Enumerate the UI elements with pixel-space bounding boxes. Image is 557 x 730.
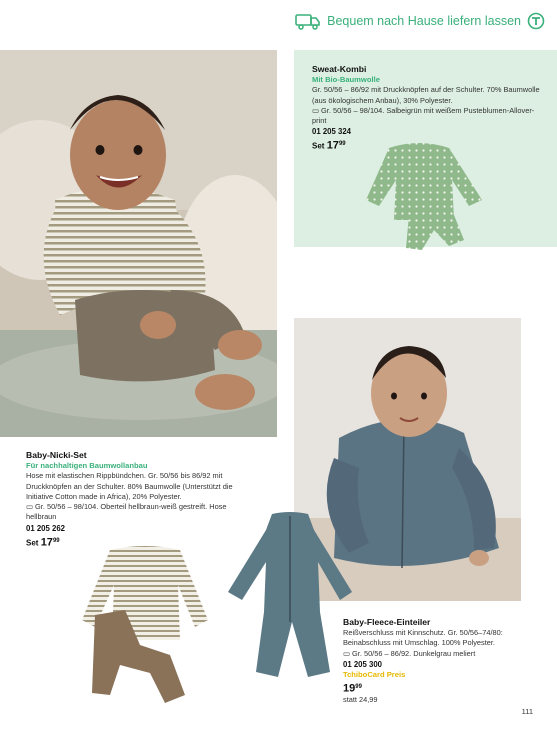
product-number: 01 205 262 xyxy=(26,523,66,533)
product-price: $19^{99}$ xyxy=(343,682,362,695)
product-price: Set $17^{99}$ xyxy=(26,536,60,549)
product-subtitle: Mit Bio-Baumwolle xyxy=(312,75,380,84)
product-description-2: Gr. 50/56 – 98/104. Salbeigrün mit weißem Pusteblumen-Alloverprint xyxy=(312,105,535,126)
tchibo-card-label: TchiboCard Preis xyxy=(343,669,406,679)
product-number: 01 205 300 xyxy=(343,659,383,669)
old-price: statt 24,99 xyxy=(343,695,378,705)
fleece-product-image[interactable] xyxy=(222,512,357,682)
product-name: Sweat-Kombi xyxy=(312,64,367,74)
product-price: Set $17^{99}$ xyxy=(312,140,346,153)
product-description-2: Gr. 50/56 – 86/92. Dunkelgrau meliert xyxy=(352,648,476,658)
product-name: Baby-Fleece-Einteiler xyxy=(343,617,431,627)
baby-sitting-photo xyxy=(0,50,277,437)
fleece-info xyxy=(343,617,543,705)
washing-icon: ▭ xyxy=(343,648,350,658)
sweat-kombi-info xyxy=(312,64,542,152)
product-description: Hose mit elastischen Rippbündchen. Gr. 50/56 bis 86/92 mit Druckknöpfen an der Schulter. 80% Baumwolle (Unterstützt die Initiative Cotton made in Africa), 20% Polyester. xyxy=(26,471,233,501)
sweat-kombi-product-image[interactable] xyxy=(364,140,494,250)
delivery-header xyxy=(295,9,545,33)
washing-icon: ▭ xyxy=(312,105,319,115)
product-name: Baby-Nicki-Set xyxy=(26,450,87,460)
nicki-set-product-image[interactable] xyxy=(80,545,210,705)
product-description: Gr. 50/56 – 86/92 mit Druckknöpfen auf der Schulter. 70% Baumwolle (aus ökologischem Anbau), 30% Polyester. xyxy=(312,85,540,105)
product-description: Reißverschluss mit Kinnschutz. Gr. 50/56–74/80: Beinabschluss mit Umschlag. 100% Polyester. xyxy=(343,628,503,648)
delivery-text[interactable]: Bequem nach Hause liefern lassen xyxy=(327,14,521,28)
product-number: 01 205 324 xyxy=(312,127,352,137)
washing-icon: ▭ xyxy=(26,502,33,512)
nicki-set-info xyxy=(26,450,241,549)
page-number: 111 xyxy=(521,707,533,716)
product-description-2: Gr. 50/56 – 98/104. Oberteil hellbraun-weiß gestreift. Hose hellbraun xyxy=(26,502,227,522)
product-subtitle: Für nachhaltigen Baumwollanbau xyxy=(26,461,148,470)
tchibo-logo-icon xyxy=(527,12,545,30)
delivery-truck-icon xyxy=(295,12,321,30)
